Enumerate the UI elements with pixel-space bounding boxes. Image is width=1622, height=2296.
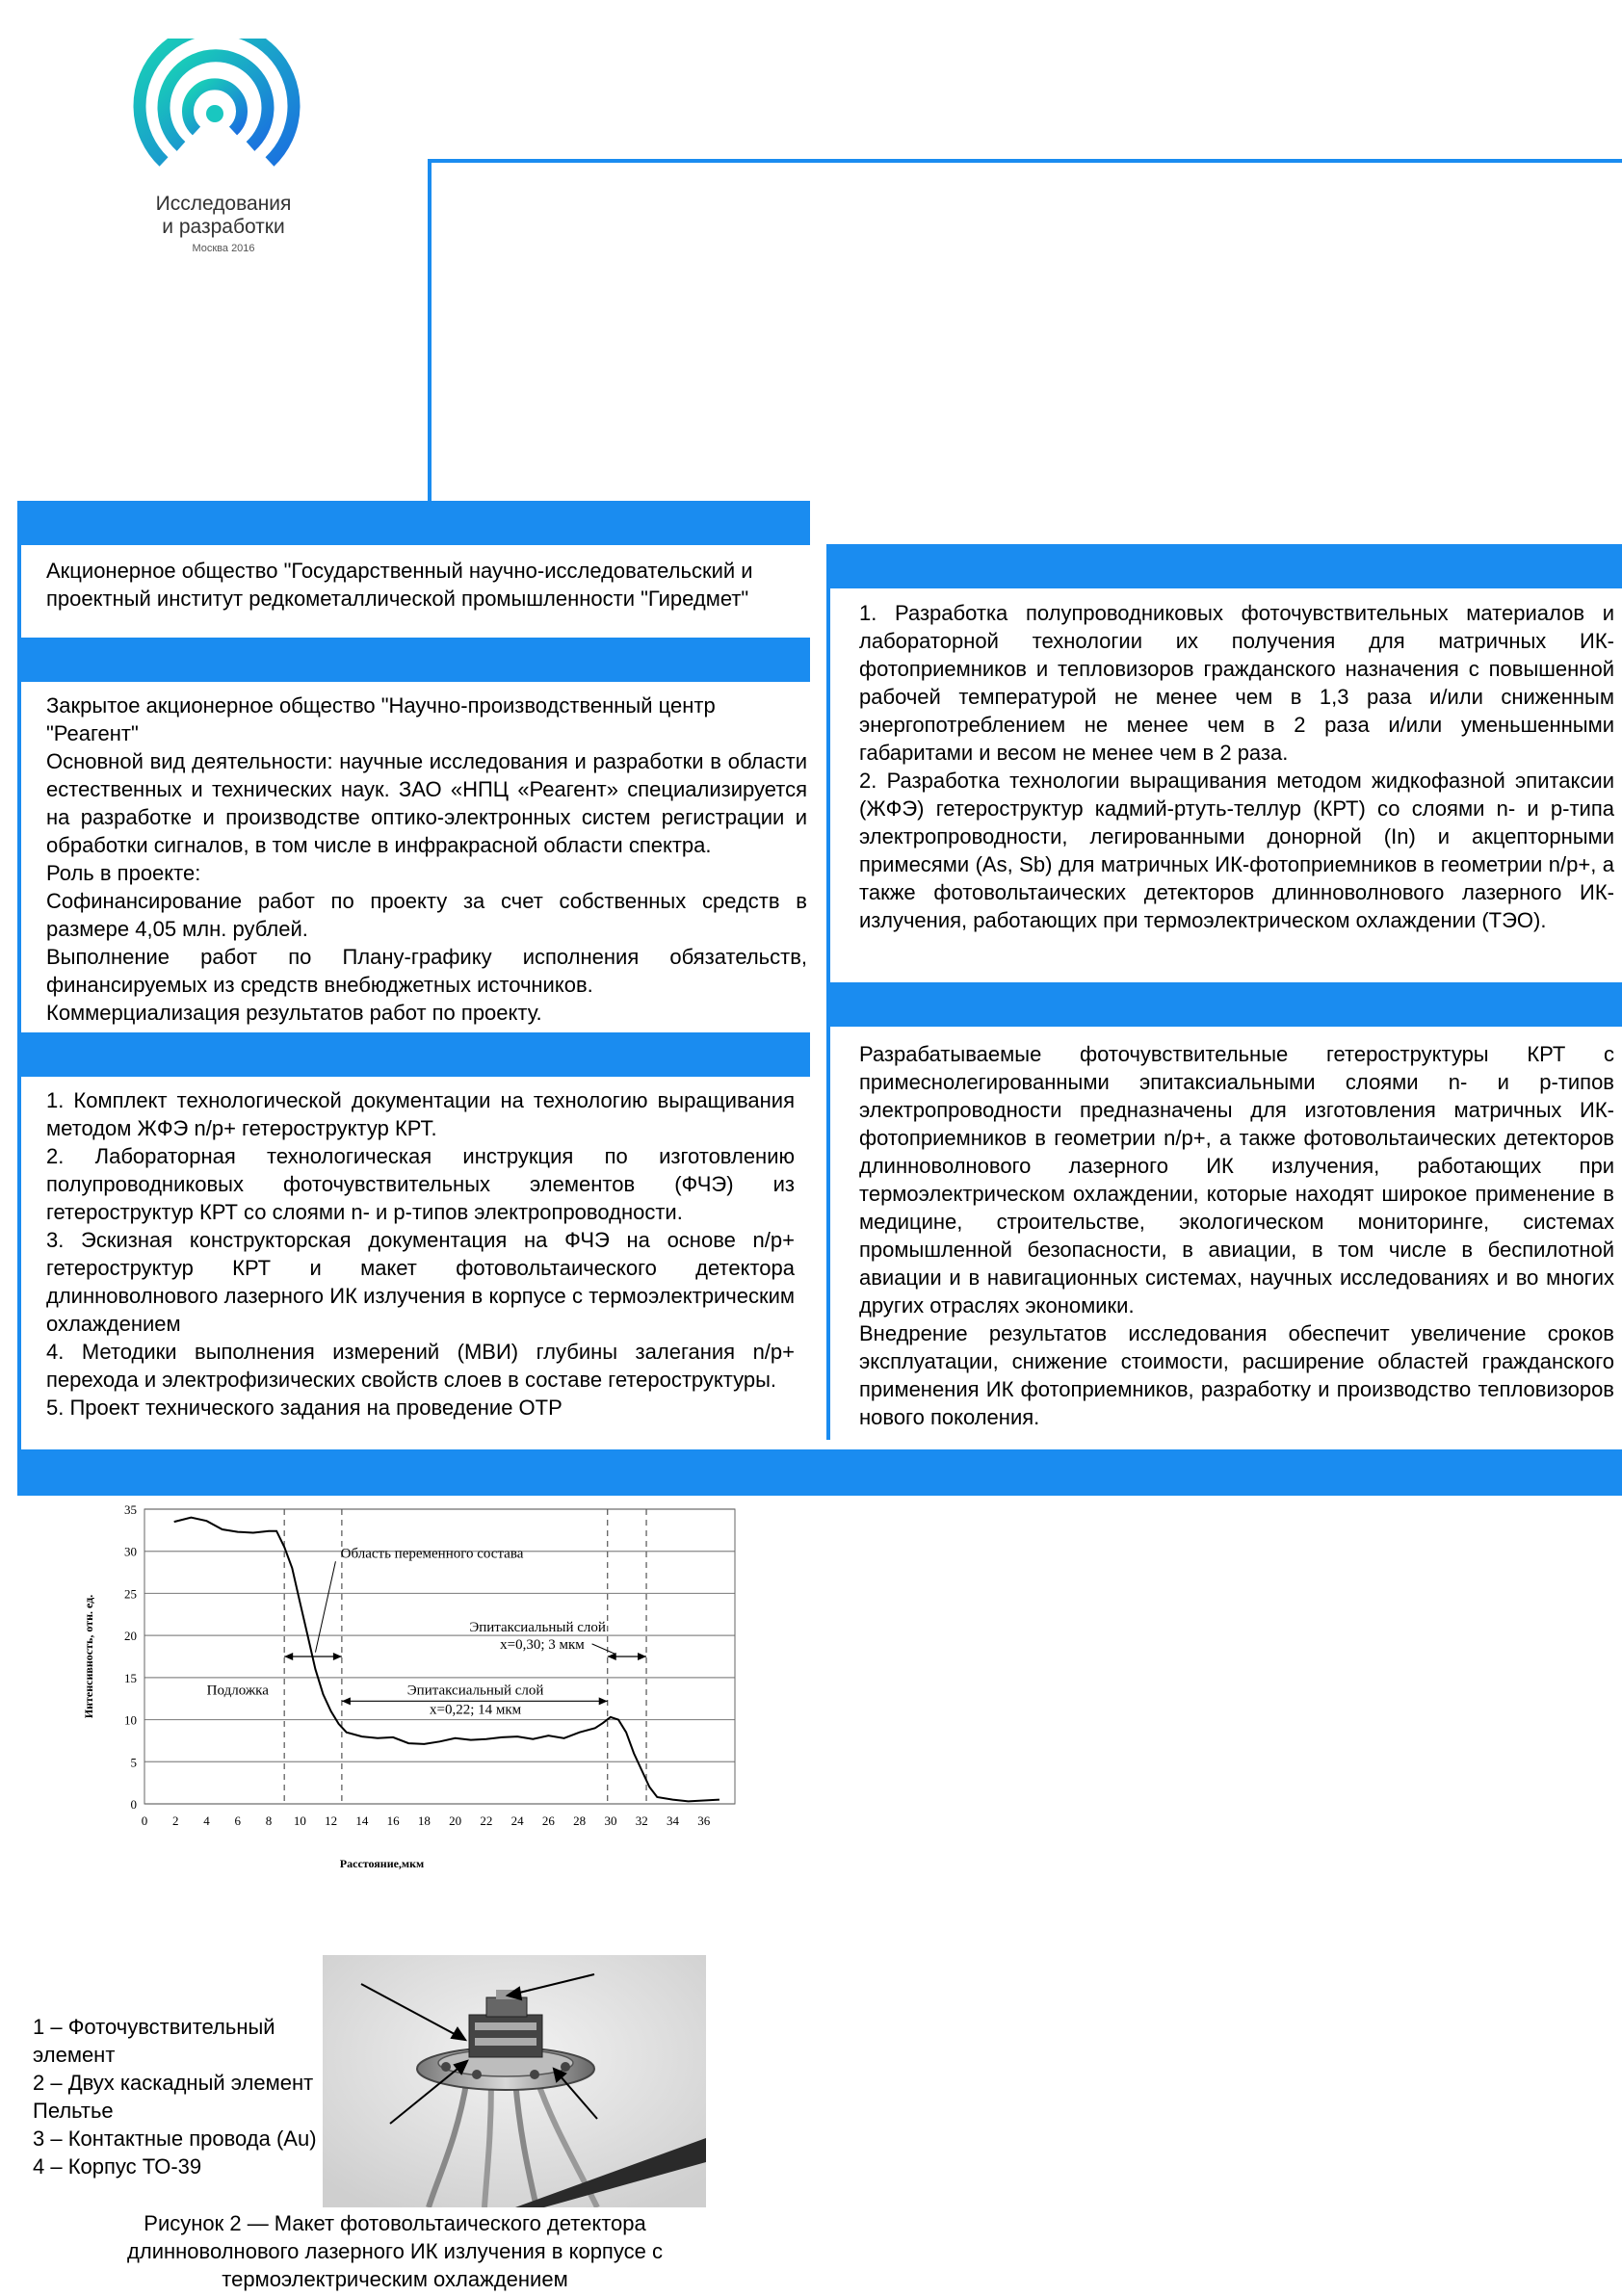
section-header-bar-partner2 [17, 638, 810, 682]
partner2-panel [46, 691, 807, 1046]
layer1-width-arrow-head-left [342, 1697, 351, 1705]
y-tick-label: 30 [124, 1544, 137, 1559]
x-tick-label: 0 [141, 1813, 148, 1828]
x-tick-label: 24 [510, 1813, 524, 1828]
x-tick-label: 6 [234, 1813, 242, 1828]
layer1-width-arrow-head-right [599, 1697, 608, 1705]
x-tick-label: 8 [265, 1813, 273, 1828]
partner2-role-financing: Софинансирование работ по проекту за счет собственных средств в размере 4,05 млн. рублей. [46, 889, 807, 941]
figure2-legend [33, 2013, 322, 2180]
goal-item-2: 2. Разработка технологии выращивания методом жидкофазной эпитаксии (ЖФЭ) гетероструктур кадмий-ртуть-теллур (КРТ) со слоями n- и p-типа электропроводности, легированными донорной (In) и акцепторными примесями (As, Sb) для матричных ИК-фотоприемников в геометрии n/p+, а также фотовольтаических детекторов длинноволнового лазерного ИК-излучения, работающих при термоэлектрическом охлаждении (ТЭО). [859, 769, 1614, 932]
x-tick-label: 36 [697, 1813, 711, 1828]
applications-text-1: Разрабатываемые фоточувствительные гетероструктуры КРТ с примеснолегированными эпитаксиальными слоями n- и p-типов электропроводности предназначены для изготовления матричных ИК-фотоприемников в геометрии n/p+, а также фотовольтаических детекторов длинноволнового лазерного ИК излучения, работающих при термоэлектрическом охлаждении, которые находят широкое применение в медицине, строительстве, экологическом мониторинге, системах промышленной безопасности, в авиации, в том числе в беспилотной авиации и в навигационных системах, научных исследованиях и во многих других отраслях экономики. [859, 1042, 1614, 1318]
annotation-layer1-line1: Эпитаксиальный слой [406, 1683, 544, 1699]
x-tick-label: 16 [386, 1813, 400, 1828]
partner1-panel [46, 557, 788, 636]
annotation-layer2-line2: x=0,30; 3 мкм [500, 1637, 585, 1654]
annotation-transition-leader [315, 1561, 335, 1652]
layer2-width-arrow-head-right [638, 1653, 646, 1660]
intensity-profile-chart [67, 1498, 756, 1902]
logo-subtitle: Москва 2016 [192, 243, 255, 254]
section-header-bar-goals [826, 544, 1622, 588]
goals-panel [859, 599, 1614, 969]
annotation-layer2-line1: Эпитаксиальный слой [469, 1619, 606, 1635]
partner2-role-execution: Выполнение работ по Плану-графику исполнения обязательств, финансируемых из средств внебюджетных источников. [46, 945, 807, 997]
legend-item-4: 4 – Корпус ТО-39 [33, 2154, 202, 2179]
section-header-bar-applications [826, 982, 1622, 1027]
section-header-bar-figures [17, 1449, 1622, 1496]
section-header-bar-partner1 [17, 501, 810, 545]
result-item-3: 3. Эскизная конструкторская документация на ФЧЭ на основе n/p+ гетероструктур КРТ и макет фотовольтаического детектора длинноволнового лазерного ИК излучения в корпусе с термоэлектрическим охлаждением [46, 1228, 795, 1336]
legend-item-3: 3 – Контактные провода (Au) [33, 2126, 317, 2151]
logo-title-line2: и разработки [162, 216, 285, 238]
transition-width-arrow-head-right [333, 1653, 342, 1660]
annotation-transition: Область переменного состава [340, 1546, 524, 1562]
result-item-4: 4. Методики выполнения измерений (МВИ) глубины залегания n/p+ перехода и электрофизических свойств слоев в составе гетероструктуры. [46, 1340, 795, 1392]
title-frame-left [428, 159, 432, 501]
result-item-5: 5. Проект технического задания на проведение ОТР [46, 1396, 562, 1420]
y-tick-label: 25 [124, 1586, 137, 1602]
logo [125, 39, 303, 260]
x-tick-label: 30 [604, 1813, 617, 1828]
chart-svg [67, 1498, 756, 1902]
goal-item-1: 1. Разработка полупроводниковых фоточувствительных материалов и лабораторной технологии их получения для матричных ИК-фотоприемников и тепловизоров гражданского назначения с повышенной рабочей температурой не менее чем в 1,3 раза и/или сниженным энергопотреблением не менее чем в 2 раза и/или уменьшенными габаритами и весом не менее чем в 2 раза. [859, 601, 1614, 765]
y-tick-label: 35 [124, 1502, 137, 1517]
y-tick-label: 5 [130, 1755, 137, 1770]
logo-emblem-icon [125, 39, 303, 183]
x-tick-label: 2 [172, 1813, 179, 1828]
result-item-1: 1. Комплект технологической документации на технологию выращивания методом ЖФЭ n/p+ гетероструктур КРТ. [46, 1088, 795, 1140]
x-tick-label: 10 [293, 1813, 306, 1828]
x-axis-label: Расстояние,мкм [339, 1857, 425, 1870]
legend-item-2: 2 – Двух каскадный элемент Пельтье [33, 2071, 314, 2123]
partner2-role-commercialization: Коммерциализация результатов работ по проекту. [46, 1001, 542, 1025]
y-tick-label: 10 [124, 1712, 137, 1728]
x-tick-label: 14 [355, 1813, 369, 1828]
x-tick-label: 32 [635, 1813, 648, 1828]
results-panel [46, 1086, 795, 1440]
annotation-layer2-leader [592, 1644, 615, 1654]
x-tick-label: 4 [203, 1813, 210, 1828]
applications-panel [859, 1040, 1614, 1435]
annotation-layer1-line2: x=0,22; 14 мкм [430, 1702, 522, 1718]
x-tick-label: 28 [573, 1813, 587, 1828]
x-tick-label: 34 [666, 1813, 679, 1828]
partner2-role-heading: Роль в проекте: [46, 861, 201, 885]
title-frame-top [428, 159, 1622, 163]
transition-width-arrow-head-left [284, 1653, 293, 1660]
partner2-activity: Основной вид деятельности: научные исследования и разработки в области естественных и технических наук. ЗАО «НПЦ «Реагент» специализируется на разработке и производстве оптико-электронных систем регистрации и обработки сигналов, в том числе в инфракрасной области спектра. [46, 749, 807, 857]
y-tick-label: 0 [130, 1797, 137, 1812]
y-tick-label: 20 [124, 1629, 137, 1644]
partner2-name: Закрытое акционерное общество "Научно-производственный центр "Реагент" [46, 693, 716, 745]
figure2-caption: Рисунок 2 — Макет фотовольтаического детектора длинноволнового лазерного ИК излучения в корпусе с термоэлектрическим охлаждением [127, 2211, 663, 2291]
partner1-text: Акционерное общество "Государственный научно-исследовательский и проектный институт редкометаллической промышленности "Гиредмет" [46, 559, 753, 611]
applications-text-2: Внедрение результатов исследования обеспечит увеличение сроков эксплуатации, снижение стоимости, расширение областей гражданского применения ИК фотоприемников, разработку и производство тепловизоров нового поколения. [859, 1321, 1614, 1429]
layer2-width-arrow-head-left [608, 1653, 616, 1660]
y-tick-label: 15 [124, 1670, 137, 1685]
x-tick-label: 26 [541, 1813, 555, 1828]
y-axis-label: Интенсивность, отн. ед. [82, 1594, 95, 1719]
section-header-bar-results [17, 1032, 810, 1077]
detector-photo [323, 1955, 706, 2207]
result-item-2: 2. Лабораторная технологическая инструкция по изготовлению полупроводниковых фоточувствительных элементов (ФЧЭ) из гетероструктур КРТ со слоями n- и p-типов электропроводности. [46, 1144, 795, 1224]
x-tick-label: 12 [325, 1813, 338, 1828]
legend-item-1: 1 – Фоточувствительный элемент [33, 2015, 275, 2067]
x-tick-label: 18 [417, 1813, 431, 1828]
x-tick-label: 20 [449, 1813, 462, 1828]
x-tick-label: 22 [480, 1813, 493, 1828]
logo-title-line1: Исследования [155, 193, 292, 215]
annotation-substrate: Подложка [206, 1683, 269, 1699]
